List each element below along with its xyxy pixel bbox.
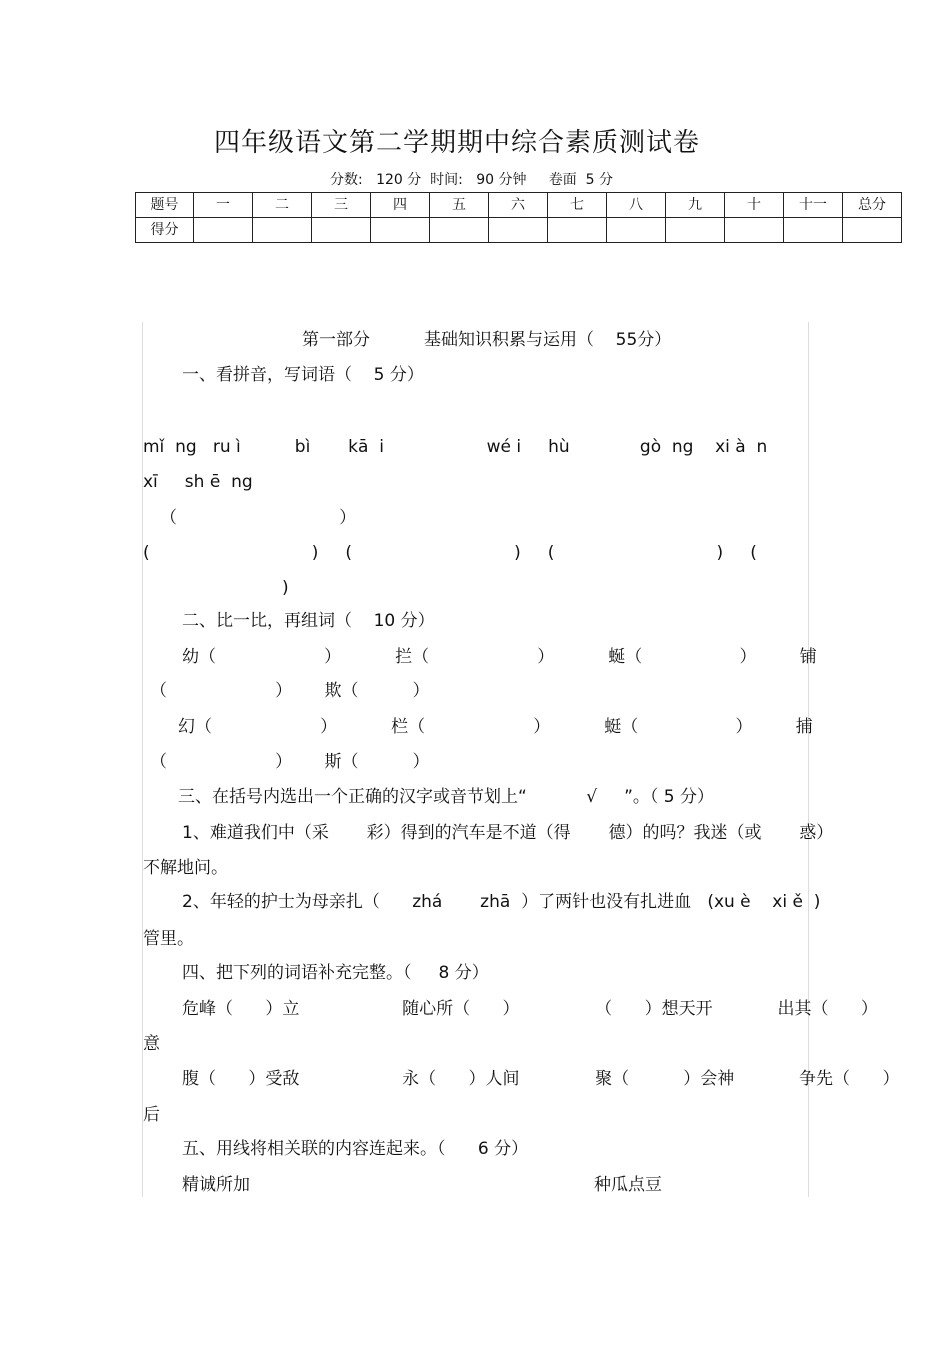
score-cell (725, 218, 784, 243)
idiom-row: 后 (143, 1105, 160, 1125)
pinyin-line: mǐ ng ru ì bì kā i wé i hù gò ng xi à n (143, 437, 768, 457)
header-cell: 九 (666, 193, 725, 218)
score-cell (371, 218, 430, 243)
question-5-heading: 五、用线将相关联的内容连起来。（ 6 分） (182, 1139, 529, 1159)
match-left-item: 精诚所加 (182, 1175, 250, 1195)
compare-row: （ ） 欺（ ） (150, 681, 430, 701)
score-cell (784, 218, 843, 243)
header-cell: 二 (253, 193, 312, 218)
score-table (135, 192, 902, 243)
pinyin-line: xī sh ē ng (143, 472, 253, 492)
header-cell: 十一 (784, 193, 843, 218)
idiom-row: 意 (143, 1034, 160, 1054)
question-text: 不解地问。 (143, 858, 228, 878)
compare-row: 幼（ ） 拦（ ） 蜒（ ） 铺 (182, 647, 817, 667)
idiom-row: 腹（ ）受敌 永（ ）人间 聚（ ）会神 争先（ ） (182, 1069, 900, 1089)
answer-parentheses: （ ） (160, 508, 357, 528)
score-cell (666, 218, 725, 243)
row-label-cell: 得分 (136, 218, 194, 243)
header-cell: 题号 (136, 193, 194, 218)
score-cell (843, 218, 902, 243)
score-table-score-row (136, 218, 902, 243)
exam-meta: 分数: 120 分 时间: 90 分钟 卷面 5 分 (330, 172, 613, 188)
header-cell: 八 (607, 193, 666, 218)
header-cell: 五 (430, 193, 489, 218)
question-3-heading: 三、在括号内选出一个正确的汉字或音节划上“ √ ”。（ 5 分） (178, 787, 715, 807)
match-right-item: 种瓜点豆 (594, 1175, 662, 1195)
compare-row: 幻（ ） 栏（ ） 蜓（ ） 捕 (178, 717, 813, 737)
header-cell: 六 (489, 193, 548, 218)
score-cell (253, 218, 312, 243)
question-text: 管里。 (143, 929, 194, 949)
compare-row: （ ） 斯（ ） (150, 752, 430, 772)
idiom-row: 危峰（ ）立 随心所（ ） （ ）想天开 出其（ ） (182, 999, 878, 1019)
question-4-heading: 四、把下列的词语补充完整。（ 8 分） (182, 963, 489, 983)
header-cell: 一 (194, 193, 253, 218)
header-cell: 七 (548, 193, 607, 218)
page-title: 四年级语文第二学期期中综合素质测试卷 (213, 128, 700, 158)
score-cell (430, 218, 489, 243)
score-cell (489, 218, 548, 243)
score-cell (312, 218, 371, 243)
score-cell (548, 218, 607, 243)
score-table-header-row (136, 193, 902, 218)
score-cell (194, 218, 253, 243)
header-cell: 四 (371, 193, 430, 218)
question-text: 1、难道我们中（采 彩）得到的汽车是不道（得 德）的吗？我迷（或 惑） (182, 823, 834, 843)
question-text: 2、年轻的护士为母亲扎（ zhá zhā ）了两针也没有扎进血 (xu è xi ě ) (182, 892, 821, 912)
question-1-heading: 一、看拼音，写词语（ 5 分） (182, 365, 424, 385)
header-cell: 十 (725, 193, 784, 218)
answer-parentheses: ) (282, 578, 289, 598)
answer-parentheses: ( ) ( ) ( ) ( (143, 543, 757, 563)
question-2-heading: 二、比一比，再组词（ 10 分） (182, 611, 435, 631)
header-cell: 总分 (843, 193, 902, 218)
part-heading: 第一部分 基础知识积累与运用（ 55分） (302, 330, 672, 350)
score-cell (607, 218, 666, 243)
header-cell: 三 (312, 193, 371, 218)
